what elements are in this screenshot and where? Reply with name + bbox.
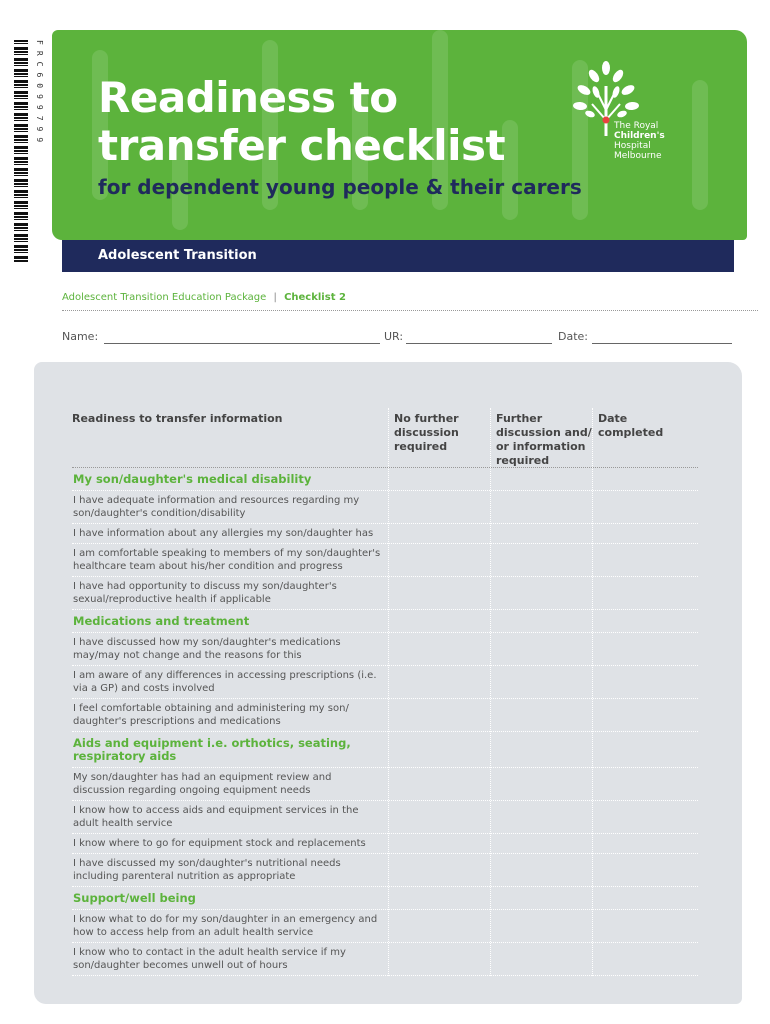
date-field[interactable] [592,343,732,344]
header-date: Date completed [598,412,664,439]
checklist-item: I have adequate information and resources regarding my son/daughter's condition/disability [73,495,360,519]
checklist-item: I am aware of any differences in accessing prescriptions (i.e. via a GP) and costs involved [73,670,377,694]
checklist-item: I have information about any allergies my son/daughter has [73,528,374,539]
section-heading-row [72,887,698,910]
date-label: Date: [558,330,588,343]
checklist-item: I have discussed how my son/daughter's medications may/may not change and the reasons for this [73,637,341,661]
section-heading: Medications and treatment [73,614,250,628]
table-row [72,699,698,732]
barcode-digits: FRC6099799 [35,40,44,149]
table-row [72,910,698,943]
name-label: Name: [62,330,99,343]
section-heading: Aids and equipment i.e. orthotics, seating, respiratory aids [73,736,351,763]
table-row [72,666,698,699]
checklist-item: I feel comfortable obtaining and administering my son/ daughter's prescriptions and medications [73,703,349,727]
checklist-item: I know who to contact in the adult health service if my son/daughter becomes unwell out of hours [73,947,346,971]
section-heading-row [72,610,698,633]
divider [62,310,758,311]
page-title: Readiness to transfer checklist [98,73,506,170]
table-row [72,544,698,577]
package-separator: | [273,292,277,303]
package-line [62,292,346,303]
table-row [72,633,698,666]
name-field[interactable] [104,343,380,344]
table-row [72,943,698,976]
table-row [72,768,698,801]
table-row [72,524,698,544]
checklist-item: I know what to do for my son/daughter in an emergency and how to access help from an adult health service [73,914,378,938]
table-row [72,491,698,524]
checklist-item: My son/daughter has had an equipment review and discussion regarding ongoing equipment needs [73,772,332,796]
barcode-bars [14,40,28,262]
table-header [72,408,698,468]
hospital-logo-text: The Royal Children's Hospital Melbourne [614,121,665,161]
section-band [62,240,734,272]
header-further: Further discussion and/ or information required [496,412,592,467]
section-heading-row [72,732,698,768]
page-subtitle: for dependent young people & their carers [98,175,582,199]
table-body [72,468,698,976]
checklist-item: I am comfortable speaking to members of my son/daughter's healthcare team about his/her condition and progress [73,548,381,572]
checklist-item: I have had opportunity to discuss my son/daughter's sexual/reproductive health if applicable [73,581,337,605]
table-row [72,854,698,887]
header-no-further: No further discussion required [394,412,459,453]
table-row [72,801,698,834]
checklist-number: Checklist 2 [284,292,346,303]
table-row [72,577,698,610]
checklist-item: I know where to go for equipment stock and replacements [73,838,366,849]
table-row [72,834,698,854]
package-name: Adolescent Transition Education Package [62,292,267,303]
section-heading: My son/daughter's medical disability [73,472,312,486]
section-heading: Support/well being [73,891,196,905]
band-label: Adolescent Transition [98,248,257,263]
checklist-item: I know how to access aids and equipment services in the adult health service [73,805,359,829]
checklist-item: I have discussed my son/daughter's nutritional needs including parenteral nutrition as appropriate [73,858,341,882]
checklist-table [72,408,698,976]
ur-label: UR: [384,330,404,343]
header-info: Readiness to transfer information [72,412,283,425]
barcode [14,40,46,262]
ur-field[interactable] [406,343,552,344]
section-heading-row [72,468,698,491]
